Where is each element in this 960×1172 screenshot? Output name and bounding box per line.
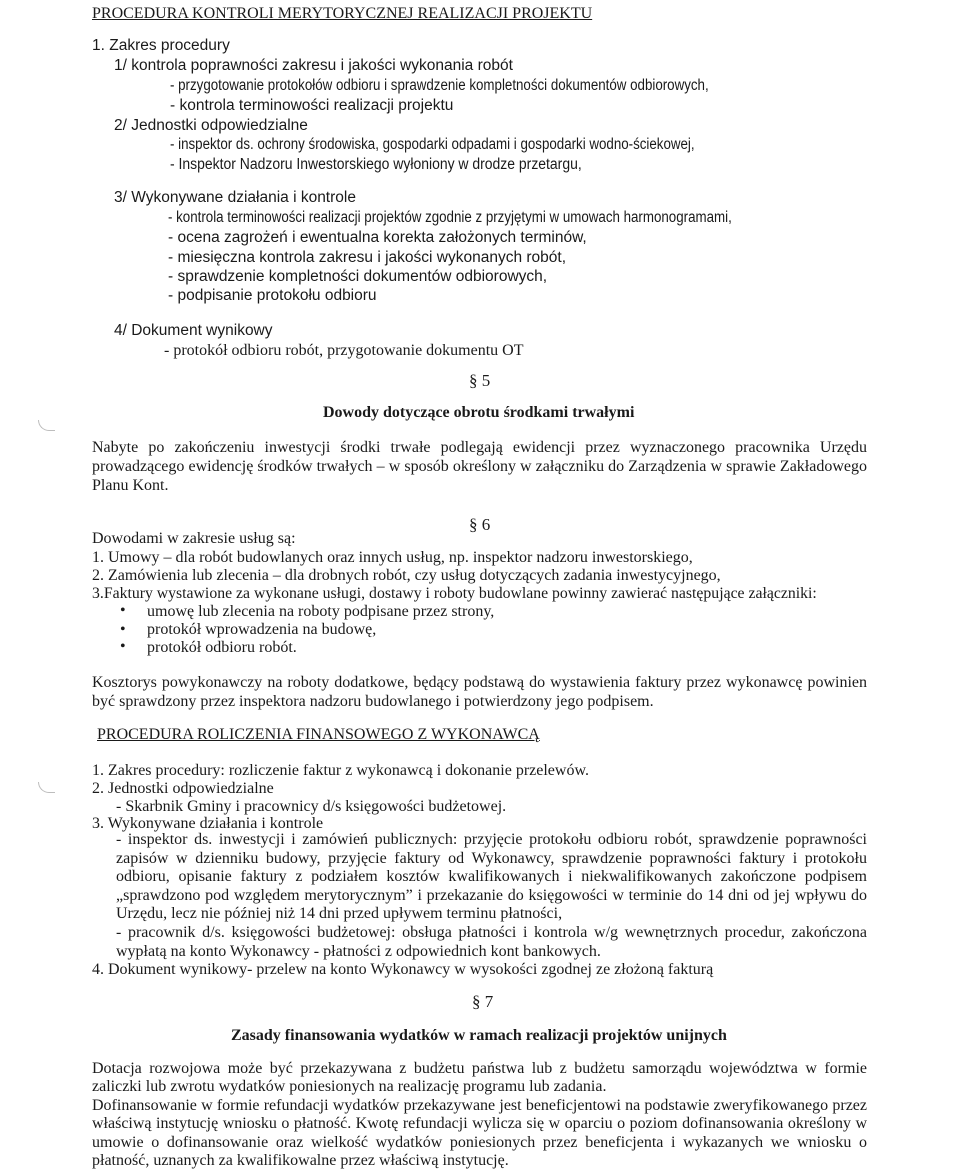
responsible-item-2: - Inspektor Nadzoru Inwestorskiego wyłoniony w drodze przetargu, <box>170 156 582 173</box>
bullet-icon: • <box>120 638 126 655</box>
paragraph-7-symbol: § 7 <box>472 992 494 1011</box>
scope-item-1b: - kontrola terminowości realizacji projektu <box>170 97 454 114</box>
settlement-item-4: 4. Dokument wynikowy- przelew na konto Wykonawcy w wysokości zgodnej ze złożoną fakturą <box>92 961 714 978</box>
bullet-icon: • <box>120 602 126 619</box>
settlement-item-1: 1. Zakres procedury: rozliczenie faktur z wykonawcą i dokonanie przelewów. <box>92 762 589 779</box>
actions-item-3: - miesięczna kontrola zakresu i jakości wykonanych robót, <box>168 249 567 266</box>
output-heading: 4/ Dokument wynikowy <box>114 322 273 339</box>
paragraph-5-text: Nabyte po zakończeniu inwestycji środki trwałe podlegają ewidencji przez wyznaczonego pracownika Urzędu prowadzącego ewidencję środków trwałych – w sposób określony w załączniku do Zarządzenia w sprawie Zakładowego Planu Kont. <box>92 439 867 494</box>
settlement-procedure-title: PROCEDURA ROLICZENIA FINANSOWEGO Z WYKONAWCĄ <box>97 726 540 743</box>
scope-item-1a: - przygotowanie protokołów odbioru i sprawdzenie kompletności dokumentów odbiorowych, <box>170 77 709 94</box>
paragraph-6-text: Kosztorys powykonawczy na roboty dodatkowe, będący podstawą do wystawienia faktury przez wykonawcę powinien być sprawdzony przez inspektora nadzoru budowlanego i potwierdzony jego podpisem. <box>92 674 867 710</box>
settlement-item-3a: - inspektor ds. inwestycji i zamówień publicznych: przyjęcie protokołu odbioru robót, sprawdzenie poprawności zapisów w dzienniku budowy, przyjęcie faktury od Wykonawcy, sprawdzenie poprawności faktury i protokołu odbioru, opisanie faktury z podziałem kosztów kwalifikowanych i niekwalifikowanych zakończone podpisem „sprawdzono pod względem merytorycznym” i przekazanie do księgowości w terminie do 14 dni od jej wpływu do Urzędu, lecz nie później niż 14 dni przed upływem terminu płatności, <box>116 831 867 922</box>
actions-item-2: - ocena zagrożeń i ewentualna korekta założonych terminów, <box>168 229 587 246</box>
paragraph-7-text-1: Dotacja rozwojowa może być przekazywana z budżetu państwa lub z budżetu samorządu województwa w formie zaliczki lub zwrotu wydatków poniesionych na realizację programu lub zadania. <box>92 1060 867 1095</box>
paragraph-7-heading: Zasady finansowania wydatków w ramach realizacji projektów unijnych <box>231 1027 727 1044</box>
actions-item-4: - sprawdzenie kompletności dokumentów odbiorowych, <box>168 268 548 285</box>
scope-heading: 1. Zakres procedury <box>92 37 230 54</box>
settlement-item-2: 2. Jednostki odpowiedzialne <box>92 780 274 797</box>
actions-item-5: - podpisanie protokołu odbioru <box>168 287 377 304</box>
output-item: - protokół odbioru robót, przygotowanie dokumentu OT <box>164 342 524 359</box>
procedure-title: PROCEDURA KONTROLI MERYTORYCZNEJ REALIZACJI PROJEKTU <box>92 5 593 22</box>
scope-item-1: 1/ kontrola poprawności zakresu i jakości wykonania robót <box>114 57 513 74</box>
services-item-1: 1. Umowy – dla robót budowlanych oraz innych usług, np. inspektor nadzoru inwestorskiego, <box>92 549 693 566</box>
settlement-item-3b: - pracownik d/s. księgowości budżetowej: obsługa płatności i kontrola w/g wewnętrznych procedur, zakończona wypłatą na konto Wykonawcy - płatności z odpowiednich kont bankowych. <box>116 924 867 960</box>
attachment-item-2: protokół wprowadzenia na budowę, <box>147 621 377 638</box>
attachment-item-3: protokół odbioru robót. <box>147 639 297 656</box>
bullet-icon: • <box>120 621 126 638</box>
paragraph-6-symbol: § 6 <box>469 515 491 534</box>
scan-mark <box>38 782 55 793</box>
settlement-item-3: 3. Wykonywane działania i kontrole <box>92 815 324 832</box>
actions-item-1: - kontrola terminowości realizacji projektów zgodnie z przyjętymi w umowach harmonogramami, <box>168 209 732 226</box>
attachment-item-1: umowę lub zlecenia na roboty podpisane przez strony, <box>147 603 495 620</box>
paragraph-7-text-2: Dofinansowanie w formie refundacji wydatków przekazywane jest beneficjentowi na podstawie zweryfikowanego przez właściwą instytucję wniosku o płatność. Kwotę refundacji wylicza się w oparciu o poziom dofinansowania określony w umowie o dofinansowanie oraz wielkość wydatków poniesionych przez beneficjenta i wykazanych we wniosku o płatność, uznanych za kwalifikowalne przez właściwą instytucję. <box>92 1097 867 1169</box>
services-item-2: 2. Zamówienia lub zlecenia – dla drobnych robót, czy usług dotyczących zadania inwestycyjnego, <box>92 567 721 584</box>
actions-heading: 3/ Wykonywane działania i kontrole <box>114 189 356 206</box>
settlement-item-2a: - Skarbnik Gminy i pracownicy d/s księgowości budżetowej. <box>116 798 507 815</box>
scan-mark <box>38 420 55 431</box>
services-intro: Dowodami w zakresie usług są: <box>92 530 296 547</box>
paragraph-5-symbol: § 5 <box>469 371 491 390</box>
responsible-heading: 2/ Jednostki odpowiedzialne <box>114 117 308 134</box>
responsible-item-1: - inspektor ds. ochrony środowiska, gospodarki odpadami i gospodarki wodno-ściekowej, <box>170 136 695 153</box>
services-item-3: 3.Faktury wystawione za wykonane usługi, dostawy i roboty budowlane powinny zawierać następujące załączniki: <box>92 585 817 602</box>
paragraph-5-heading: Dowody dotyczące obrotu środkami trwałymi <box>323 404 635 421</box>
